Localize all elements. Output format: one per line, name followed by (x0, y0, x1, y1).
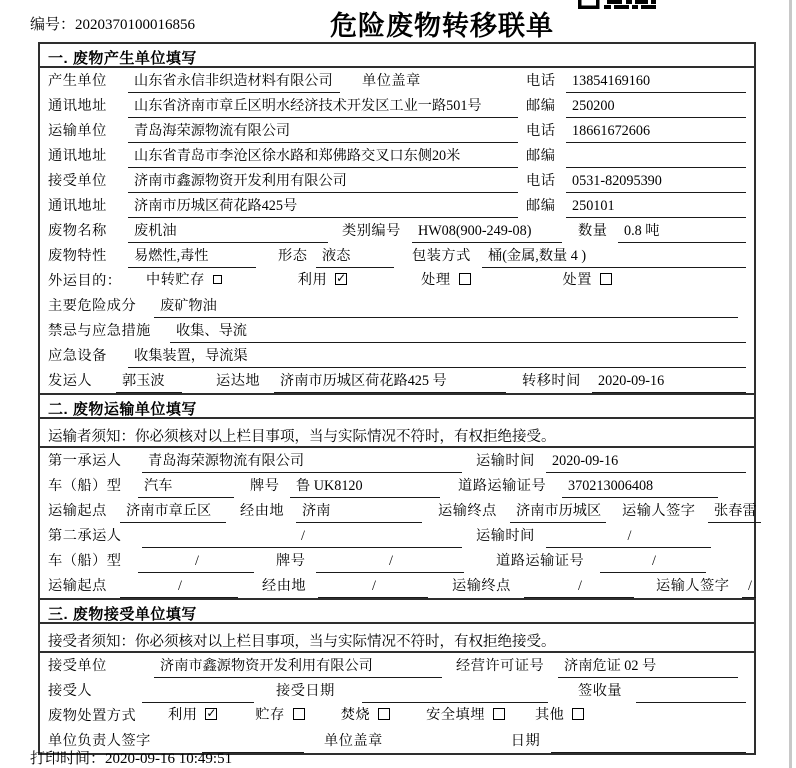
field-label: 电话 (526, 173, 556, 189)
field-value: 370213006408 (562, 478, 718, 498)
section-title: 一. 废物产生单位填写 (40, 44, 754, 68)
field-value: / (142, 528, 462, 548)
field-value: 济南 (296, 500, 422, 523)
field-label: 邮编 (526, 198, 556, 214)
checkbox-unchecked-icon (293, 708, 305, 720)
field-value: 2020-09-16 (546, 453, 746, 473)
field-label: 运输单位 (48, 123, 107, 139)
form-row (40, 498, 757, 523)
field-value: 济南市章丘区 (120, 500, 226, 523)
page-edge-line (789, 0, 792, 768)
field-value: 桶(金属,数量 4 ) (482, 245, 746, 268)
field-label: 运输人签字 (656, 578, 730, 594)
field-value (636, 684, 746, 703)
field-value: 汽车 (138, 475, 234, 498)
field-value: 张春雷 (708, 500, 761, 523)
checkbox-checked-icon: ✓ (206, 706, 217, 720)
field-value: 青岛海荣源物流有限公司 (128, 120, 518, 143)
field-value (362, 684, 548, 703)
serial-number (30, 13, 195, 34)
field-label: 产生单位 (48, 73, 107, 89)
serial-value: 2020370100016856 (75, 17, 196, 33)
form-row (40, 473, 754, 498)
field-value: 鲁 UK8120 (290, 475, 440, 498)
section-note: 运输者须知：你必须核对以上栏目事项，当与实际情况不符时，有权拒绝接受。 (40, 419, 754, 448)
field-label: 转移时间 (522, 373, 581, 389)
field-label: 接受单位 (48, 173, 107, 189)
field-label: 禁忌与应急措施 (48, 323, 151, 339)
field-label: 单位盖章 (324, 733, 383, 749)
print-time-label: 打印时间： (30, 751, 106, 767)
field-value: 250101 (566, 198, 746, 218)
checkbox-label: 利用 (297, 272, 328, 288)
field-value: / (524, 578, 634, 598)
field-label: 牌号 (276, 553, 306, 569)
checkbox-checked-icon: ✓ (336, 271, 347, 285)
form-row (40, 193, 754, 218)
field-label: 运输时间 (476, 528, 535, 544)
form-row (40, 68, 754, 93)
field-label: 运输终点 (452, 578, 511, 594)
form-row (40, 678, 754, 703)
field-label: 电话 (526, 73, 556, 89)
field-value: 收集、导流 (170, 320, 746, 343)
field-value: 13854169160 (566, 73, 746, 93)
section-rows (40, 653, 754, 753)
print-time-value: 2020-09-16 10:49:51 (105, 751, 233, 767)
form-row (40, 653, 754, 678)
checkbox-item (421, 269, 470, 293)
field-label: 运输起点 (48, 578, 107, 594)
field-label: 运输时间 (476, 453, 535, 469)
checkbox-unchecked-icon (213, 275, 222, 284)
field-label: 接受日期 (276, 683, 335, 699)
field-label: 外运目的： (48, 273, 122, 289)
checkbox-label: 安全填埋 (426, 707, 485, 723)
checkbox-item (535, 704, 584, 728)
field-label: 接受人 (48, 683, 93, 699)
checkbox-item (298, 269, 347, 293)
checkbox-label: 处置 (562, 272, 592, 288)
checkbox-item (563, 269, 612, 293)
form-row (40, 268, 754, 293)
field-value: 易燃性,毒性 (128, 245, 256, 268)
checkbox-unchecked-icon (600, 273, 612, 285)
field-value: 山东省济南市章丘区明水经济技术开发区工业一路501号 (128, 95, 518, 118)
checkbox-label: 焚烧 (340, 707, 371, 723)
field-label: 废物名称 (48, 223, 107, 239)
field-label: 废物处置方式 (48, 708, 137, 724)
section-note: 接受者须知：你必须核对以上栏目事项，当与实际情况不符时，有权拒绝接受。 (40, 624, 754, 653)
checkbox-label: 其他 (534, 707, 565, 723)
field-label: 运输人签字 (622, 503, 696, 519)
field-value: 250200 (566, 98, 746, 118)
field-label: 道路运输证号 (496, 553, 585, 569)
field-label: 日期 (510, 733, 541, 749)
form-row (40, 168, 754, 193)
field-label: 签收量 (578, 683, 623, 699)
field-value (566, 149, 746, 168)
section-rows (40, 448, 757, 598)
form-row (40, 318, 754, 343)
field-value: / (318, 578, 428, 598)
field-value: 收集装置，导流渠 (128, 345, 746, 368)
field-label: 第一承运人 (48, 453, 122, 469)
field-value: 0531-82095390 (566, 173, 746, 193)
field-value: / (600, 553, 706, 573)
checkbox-unchecked-icon (493, 708, 505, 720)
field-label: 道路运输证号 (458, 478, 547, 494)
field-label: 运输起点 (48, 503, 107, 519)
field-value: 济南危证 02 号 (558, 655, 738, 678)
field-value: / (316, 553, 464, 573)
field-label: 第二承运人 (48, 528, 122, 544)
field-label: 类别编号 (342, 223, 401, 239)
field-value: 济南市历城区荷花路425 号 (274, 370, 506, 393)
field-value: 济南市鑫源物资开发利用有限公司 (154, 655, 442, 678)
field-label: 形态 (278, 248, 308, 264)
form-row (40, 243, 754, 268)
field-value: 2020-09-16 (592, 373, 746, 393)
field-label: 数量 (578, 223, 608, 239)
checkbox-label: 利用 (168, 707, 198, 723)
field-value: / (120, 578, 238, 598)
field-label: 牌号 (250, 478, 280, 494)
form-row (40, 548, 754, 573)
field-label: 应急设备 (48, 348, 107, 364)
form-row (40, 218, 754, 243)
form-table (38, 42, 756, 755)
field-value: 济南市鑫源物资开发利用有限公司 (128, 170, 518, 193)
field-label: 车（船）型 (48, 553, 122, 569)
field-label: 经营许可证号 (456, 658, 545, 674)
field-value: 郭玉波 (116, 370, 182, 393)
field-label: 运输终点 (438, 503, 497, 519)
field-value: HW08(900-249-08) (412, 223, 562, 243)
field-label: 废物特性 (48, 248, 107, 264)
checkbox-item (146, 269, 222, 293)
field-value: / (138, 553, 254, 573)
partial-qr-code-icon (578, 0, 656, 9)
field-value: 废矿物油 (154, 295, 738, 318)
field-value: 18661672606 (566, 123, 746, 143)
section-transporter (40, 393, 757, 598)
checkbox-label: 处理 (421, 272, 451, 288)
field-label: 经由地 (240, 503, 285, 519)
field-label: 通讯地址 (48, 198, 107, 214)
form-row (40, 143, 754, 168)
field-label: 通讯地址 (48, 98, 107, 114)
field-value: 0.8 吨 (618, 220, 746, 243)
checkbox-item (341, 704, 390, 728)
checkbox-unchecked-icon (572, 708, 584, 720)
form-row (40, 93, 754, 118)
field-value (142, 684, 254, 703)
field-value: 废机油 (128, 220, 328, 243)
form-row (40, 523, 754, 548)
field-label: 发运人 (48, 373, 93, 389)
section-title: 三. 废物接受单位填写 (40, 600, 754, 624)
checkbox-label: 贮存 (255, 707, 285, 723)
field-label: 单位负责人签字 (48, 733, 151, 749)
print-time (30, 747, 232, 768)
form-row (40, 368, 754, 393)
field-value: 液态 (316, 245, 394, 268)
field-value: / (546, 528, 711, 548)
field-value: 山东省永信非织造材料有限公司 (128, 70, 340, 93)
section-rows (40, 68, 754, 393)
checkbox-item (426, 704, 505, 728)
field-label: 接受单位 (48, 658, 107, 674)
field-label: 单位盖章 (362, 73, 421, 89)
field-label: 包装方式 (412, 248, 471, 264)
checkbox-unchecked-icon (459, 273, 471, 285)
form-row (40, 573, 754, 598)
field-label: 通讯地址 (48, 148, 107, 164)
field-label: 电话 (526, 123, 556, 139)
checkbox-label: 中转贮存 (146, 272, 205, 288)
form-row (40, 118, 754, 143)
field-value (551, 734, 746, 753)
form-row (40, 448, 754, 473)
section-producer (40, 44, 754, 393)
field-value: 济南市历城区荷花路425号 (128, 195, 518, 218)
page-title: 危险废物转移联单 (330, 11, 554, 41)
field-value: 济南市历城区 (510, 500, 606, 523)
field-label: 主要危险成分 (48, 298, 137, 314)
section-title: 二. 废物运输单位填写 (40, 395, 754, 419)
form-row (40, 293, 754, 318)
form-row (40, 703, 754, 728)
field-label: 邮编 (526, 98, 556, 114)
section-receiver (40, 598, 754, 753)
serial-label: 编号： (30, 17, 76, 33)
form-row (40, 343, 754, 368)
checkbox-item (255, 704, 304, 728)
field-label: 经由地 (262, 578, 307, 594)
checkbox-item (168, 704, 217, 728)
field-value: 山东省青岛市李沧区徐水路和郑佛路交叉口东侧20米 (128, 145, 518, 168)
field-label: 邮编 (526, 148, 556, 164)
checkbox-unchecked-icon (378, 708, 390, 720)
field-label: 运达地 (216, 373, 261, 389)
field-label: 车（船）型 (48, 478, 122, 494)
field-value: / (742, 578, 756, 598)
field-value: 青岛海荣源物流有限公司 (142, 450, 462, 473)
